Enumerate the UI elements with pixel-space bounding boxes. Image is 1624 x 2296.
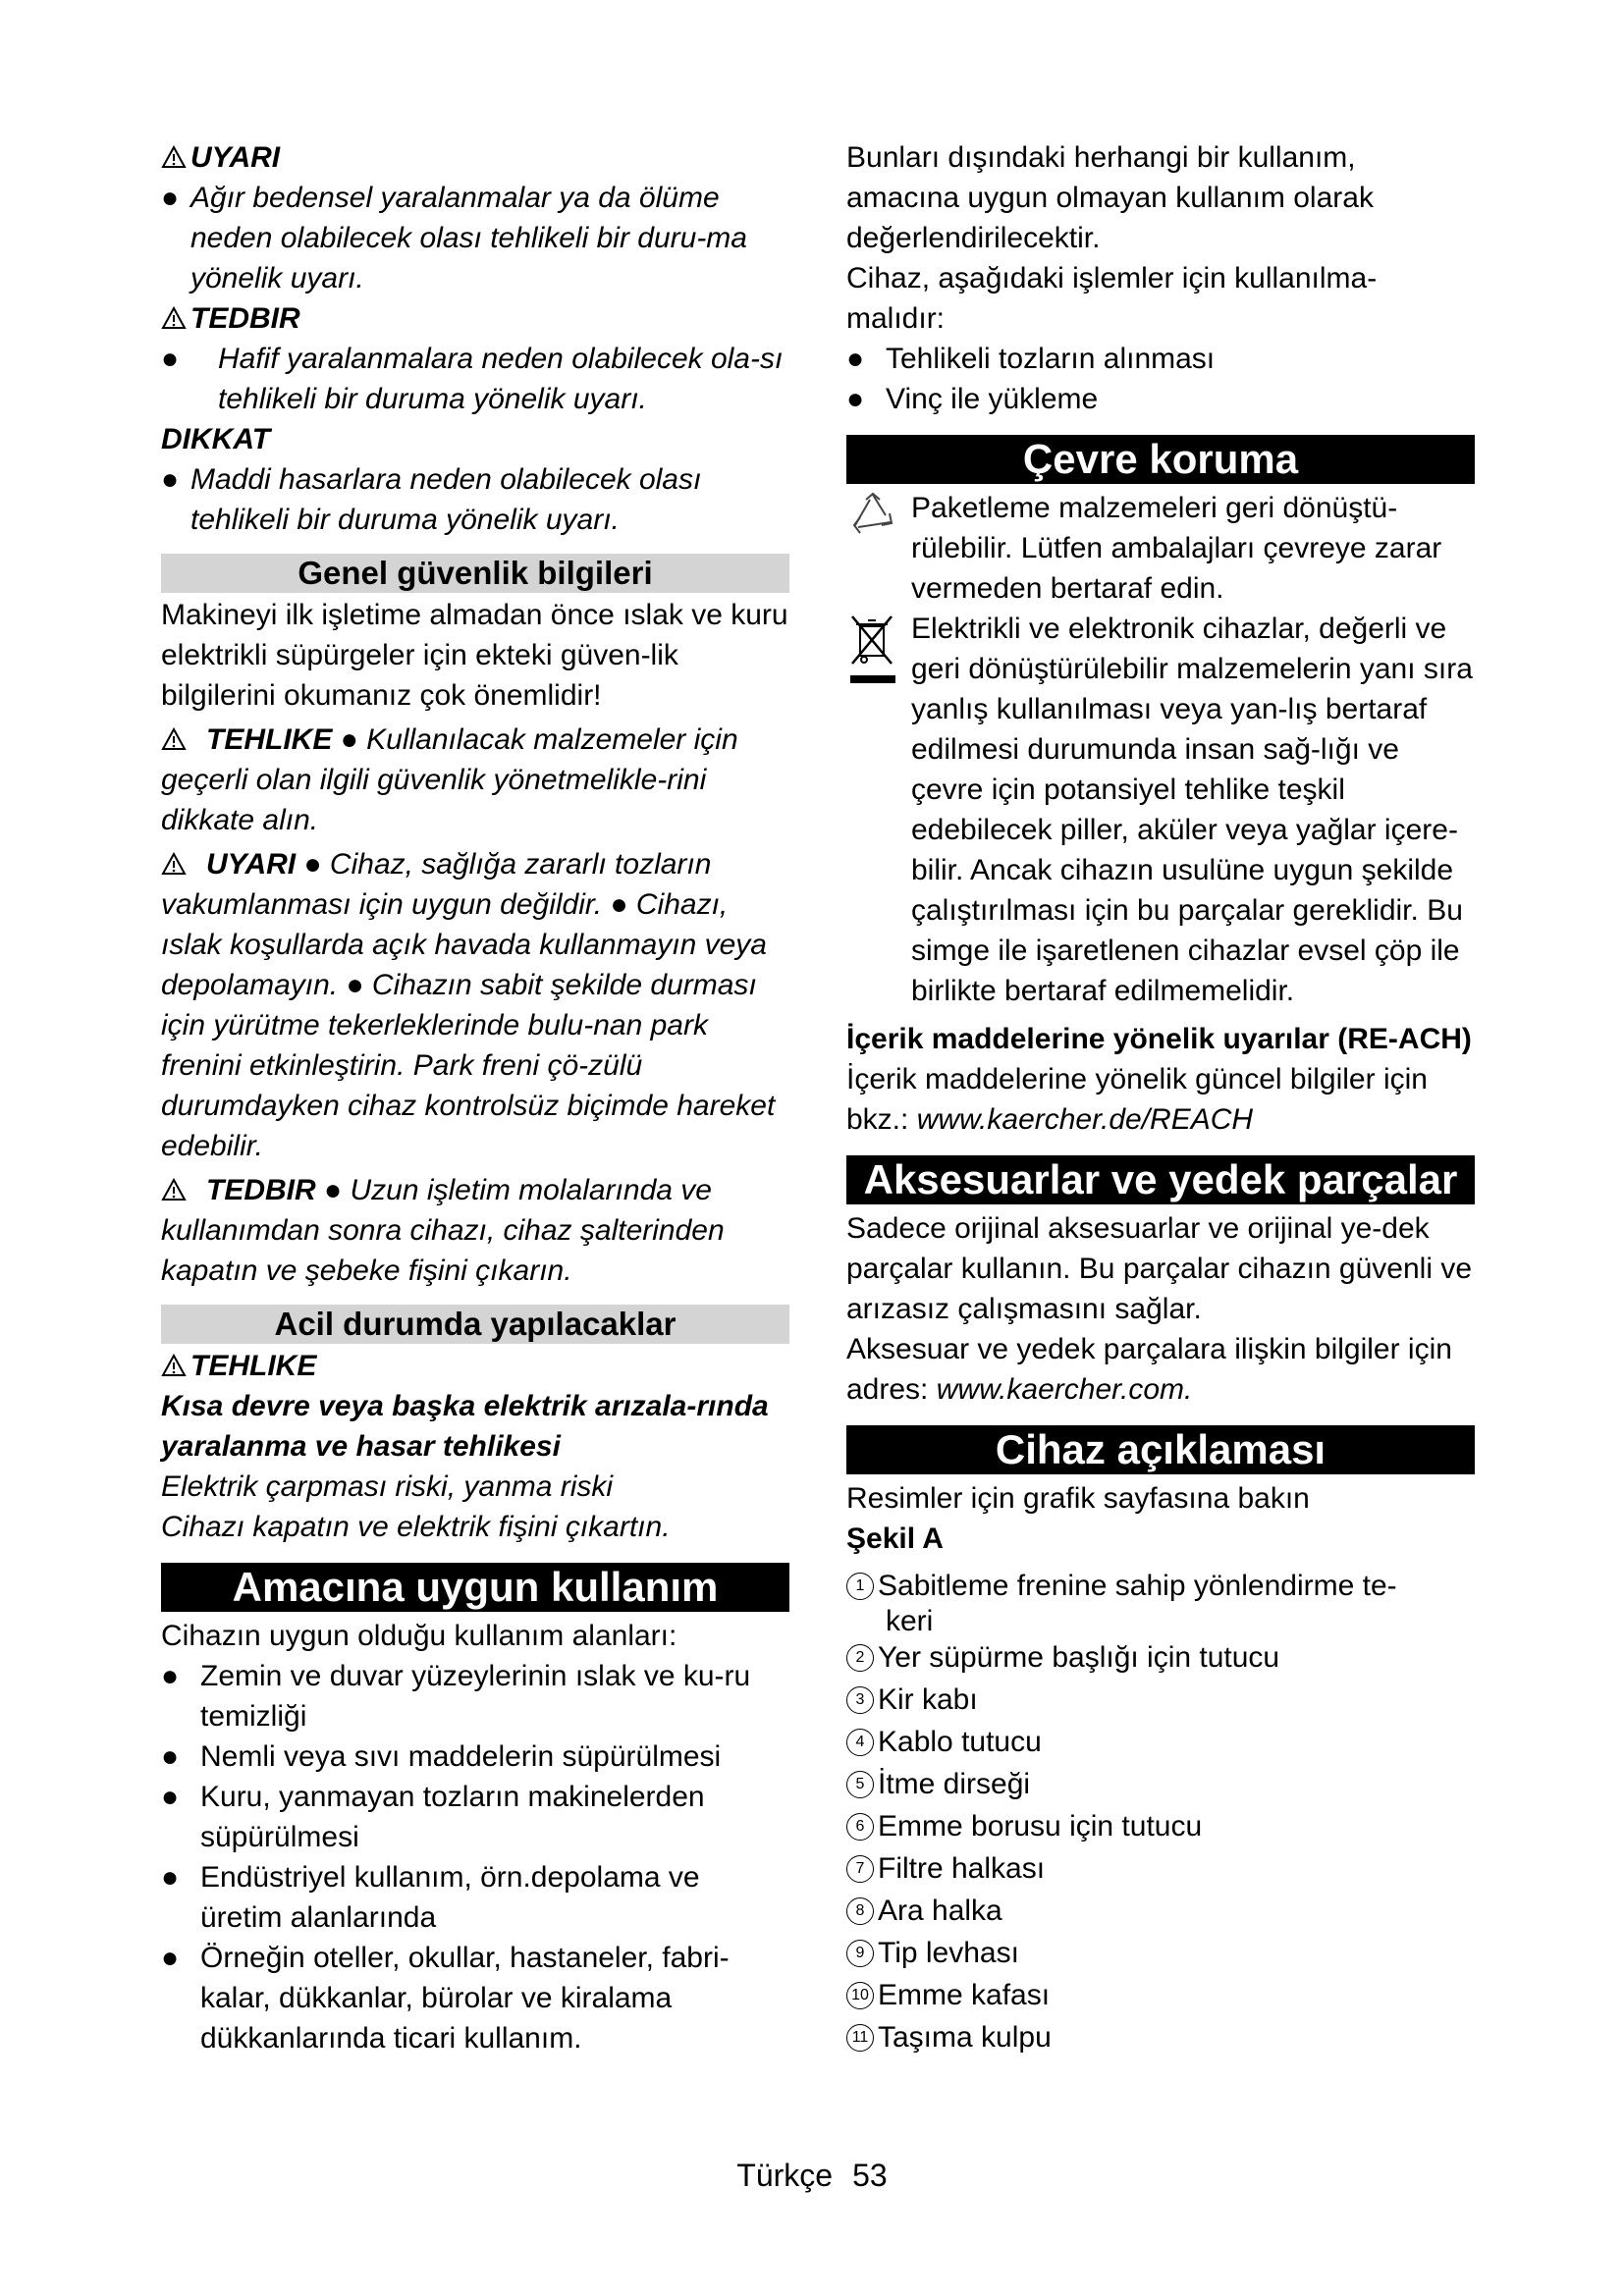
right-column	[846, 137, 1475, 2058]
cihaz-intro: Resimler için grafik sayfasına bakın	[846, 1482, 1310, 1515]
page-footer	[0, 2158, 1624, 2194]
number-badge: 4	[846, 1729, 874, 1756]
list-item	[846, 1974, 1475, 2016]
tehlike-text: ● Kullanılacak malzemeler için geçerli olan ilgili güvenlik yönetmelikle-rini dikkate alın.	[161, 723, 738, 836]
number-badge: 11	[846, 2024, 874, 2052]
reach-heading: İçerik maddelerine yönelik uyarılar (RE-ACH)	[846, 1023, 1472, 1055]
cevre-p1: Paketleme malzemeleri geri dönüştü-rülebilir. Lütfen ambalajları çevreye zarar vermeden bertaraf edin.	[911, 492, 1442, 605]
reach-text: İçerik maddelerine yönelik güncel bilgiler için bkz.:	[846, 1063, 1428, 1136]
list-item-text: Yer süpürme başlığı için tutucu	[878, 1641, 1280, 1674]
aks-heading: Aksesuarlar ve yedek parçalar	[846, 1155, 1475, 1204]
list-item-text: Tehlikeli tozların alınması	[886, 343, 1216, 375]
dikkat-text: Maddi hasarlara neden olabilecek olası tehlikeli bir duruma yönelik uyarı.	[190, 463, 702, 536]
list-item: ● Endüstriyel kullanım, örn.depolama ve üretim alanlarında	[161, 1857, 789, 1938]
cevre-heading: Çevre koruma	[846, 435, 1475, 484]
footer-language: Türkçe	[736, 2158, 834, 2193]
bunlar-text: Bunları dışındaki herhangi bir kullanım, amacına uygun olmayan kullanım olarak değerlendirilecektir.	[846, 141, 1374, 254]
cevre-packaging-row	[846, 488, 1475, 609]
list-item	[846, 1847, 1475, 1890]
genel-heading: Genel güvenlik bilgileri	[161, 554, 789, 593]
warning-triangle-icon	[161, 298, 190, 339]
list-item-text: Endüstriyel kullanım, örn.depolama ve üretim alanlarında	[200, 1861, 700, 1934]
uyari-heading-text: UYARI	[190, 141, 281, 174]
tedbir-paragraph	[161, 1170, 789, 1291]
list-item-text: Tip levhası	[878, 1937, 1019, 1969]
tedbir-heading-text: TEDBIR	[190, 302, 300, 335]
aks-text2: Aksesuar ve yedek parçalara ilişkin bilgiler için adres:	[846, 1333, 1452, 1406]
warning-triangle-icon	[161, 720, 206, 760]
aks-text1: Sadece orijinal aksesuarlar ve orijinal ye-dek parçalar kullanın. Bu parçalar cihazın güvenli ve arızasız çalışmasını sağlar.	[846, 1212, 1473, 1325]
tehlike-heading-text: TEHLIKE	[190, 1350, 317, 1382]
list-item-text: Nemli veya sıvı maddelerin süpürülmesi	[200, 1740, 722, 1773]
uyari-paragraph	[161, 844, 789, 1166]
uyari-text: Ağır bedensel yaralanmalar ya da ölüme neden olabilecek olası tehlikeli bir duru-ma yönelik uyarı.	[190, 182, 747, 294]
left-column	[161, 137, 789, 2058]
recycle-icon	[846, 488, 911, 546]
warning-triangle-icon	[161, 1346, 190, 1386]
cevre-p2: Elektrikli ve elektronik cihazlar, değerli ve geri dönüştürülebilir malzemelerin yanı sıra yanlış kullanılması veya yan-lış bertaraf edilmesi durumunda insan sağ-lığı ve çevre için potansiyel tehlike teşkil edebilecek piller, aküler veya yağlar içere-bilir. Ancak cihazın usulüne uygun şekilde çalıştırılması için bu parçalar gereklidir. Bu simge ile işaretlenen cihazlar evsel çöp ile birlikte bertaraf edilmemelidir.	[911, 613, 1473, 1007]
cihaz-heading: Cihaz açıklaması	[846, 1425, 1475, 1474]
list-item-text: Taşıma kulpu	[878, 2021, 1052, 2054]
number-badge: 7	[846, 1855, 874, 1883]
list-item	[846, 2016, 1475, 2058]
sekil-label: Şekil A	[846, 1522, 944, 1555]
aks-paragraph2	[846, 1329, 1475, 1410]
warning-triangle-icon	[161, 844, 206, 884]
tedbir-item: ● Hafif yaralanmalara neden olabilecek ola-sı tehlikeli bir duruma yönelik uyarı.	[161, 339, 789, 419]
aks-link[interactable]: www.kaercher.com.	[936, 1373, 1193, 1406]
acil-bold: Kısa devre veya başka elektrik arızala-rında yaralanma ve hasar tehlikesi	[161, 1390, 769, 1463]
list-item	[846, 1932, 1475, 1974]
list-item-text: Vinç ile yükleme	[886, 383, 1099, 415]
list-item-text: Örneğin oteller, okullar, hastaneler, fabri-kalar, dükkanlar, bürolar ve kiralama dükkanlarında ticari kullanım.	[200, 1942, 730, 2055]
number-badge: 1	[846, 1573, 874, 1600]
list-item-text: Kir kabı	[878, 1683, 978, 1716]
page-number: 53	[852, 2158, 888, 2193]
cevre-weee-row	[846, 609, 1475, 1011]
number-badge: 5	[846, 1771, 874, 1798]
list-item-text: Sabitleme frenine sahip yönlendirme te-	[878, 1570, 1397, 1602]
list-item: ● Nemli veya sıvı maddelerin süpürülmesi	[161, 1736, 789, 1777]
number-badge: 8	[846, 1897, 874, 1925]
list-item: ● Tehlikeli tozların alınması	[846, 339, 1475, 379]
uyari-label: UYARI	[206, 848, 297, 881]
number-badge: 10	[846, 1982, 874, 2009]
dikkat-heading: DIKKAT	[161, 423, 271, 455]
list-item-text: Emme borusu için tutucu	[878, 1810, 1203, 1842]
number-badge: 6	[846, 1813, 874, 1841]
amac-heading: Amacına uygun kullanım	[161, 1563, 789, 1612]
dikkat-item: ● Maddi hasarlara neden olabilecek olası tehlikeli bir duruma yönelik uyarı.	[161, 459, 789, 540]
tedbir-heading	[161, 298, 789, 339]
parts-list	[846, 1565, 1475, 2058]
warning-triangle-icon	[161, 137, 190, 178]
amac-list	[161, 1656, 789, 2058]
tehlike-heading	[161, 1346, 789, 1386]
list-item-text: Kuru, yanmayan tozların makinelerden süpürülmesi	[200, 1781, 705, 1853]
tedbir-text: Hafif yaralanmalara neden olabilecek ola-sı tehlikeli bir duruma yönelik uyarı.	[218, 343, 784, 415]
genel-intro: Makineyi ilk işletime almadan önce ıslak ve kuru elektrikli süpürgeler için ekteki güven-lik bilgilerini okumanız çok önemlidir!	[161, 599, 788, 712]
number-badge: 2	[846, 1644, 874, 1672]
list-item: ● Vinç ile yükleme	[846, 379, 1475, 419]
list-item	[846, 1565, 1475, 1607]
list-item-text: İtme dirseği	[878, 1768, 1031, 1800]
acil-line2: Cihazı kapatın ve elektrik fişini çıkartın.	[161, 1511, 671, 1543]
uyari-heading	[161, 137, 789, 178]
list-item-text: keri	[886, 1605, 934, 1637]
list-item	[846, 1721, 1475, 1763]
uyari-paragraph-text: ● Cihaz, sağlığa zararlı tozların vakumlanması için uygun değildir. ● Cihazı, ıslak koşullarda açık havada kullanmayın veya depolamayın. ● Cihazın sabit şekilde durması için yürütme tekerleklerinde bulu-nan park frenini etkinleştirin. Park freni çö-zülü durumdayken cihaz kontrolsüz biçimde hareket edebilir.	[161, 848, 776, 1162]
list-item-text: Emme kafası	[878, 1979, 1051, 2011]
crossed-bin-icon	[846, 609, 911, 696]
cihaz-not-text: Cihaz, aşağıdaki işlemler için kullanılma-malıdır:	[846, 262, 1378, 335]
list-item: ● Kuru, yanmayan tozların makinelerden süpürülmesi	[161, 1777, 789, 1857]
list-item-text: Filtre halkası	[878, 1852, 1046, 1885]
reach-paragraph	[846, 1059, 1475, 1140]
list-item	[846, 1805, 1475, 1847]
list-item: ● Örneğin oteller, okullar, hastaneler, fabri-kalar, dükkanlar, bürolar ve kiralama dükkanlarında ticari kullanım.	[161, 1938, 789, 2058]
tedbir-label: TEDBIR	[206, 1174, 316, 1206]
list-item	[846, 1763, 1475, 1805]
list-item	[846, 1636, 1475, 1679]
list-item	[846, 1890, 1475, 1932]
list-item-text: Kablo tutucu	[878, 1726, 1042, 1758]
list-item-cont	[846, 1607, 1475, 1636]
uyari-item: ● Ağır bedensel yaralanmalar ya da ölüme neden olabilecek olası tehlikeli bir duru-ma yönelik uyarı.	[161, 178, 789, 298]
reach-link[interactable]: www.kaercher.de/REACH	[916, 1103, 1254, 1136]
list-item-text: Ara halka	[878, 1895, 1002, 1927]
tehlike-label: TEHLIKE	[206, 723, 333, 756]
acil-heading: Acil durumda yapılacaklar	[161, 1305, 789, 1344]
list-item	[846, 1679, 1475, 1721]
amac-intro: Cihazın uygun olduğu kullanım alanları:	[161, 1620, 677, 1652]
list-item: ● Zemin ve duvar yüzeylerinin ıslak ve ku-ru temizliği	[161, 1656, 789, 1736]
number-badge: 9	[846, 1940, 874, 1967]
tehlike-paragraph	[161, 720, 789, 840]
tedbir-paragraph-text: ● Uzun işletim molalarında ve kullanımdan sonra cihazı, cihaz şalterinden kapatın ve şebeke fişini çıkarın.	[161, 1174, 725, 1287]
number-badge: 3	[846, 1686, 874, 1714]
acil-line1: Elektrik çarpması riski, yanma riski	[161, 1470, 614, 1503]
list-item-text: Zemin ve duvar yüzeylerinin ıslak ve ku-ru temizliği	[200, 1660, 751, 1733]
warning-triangle-icon	[161, 1170, 206, 1210]
